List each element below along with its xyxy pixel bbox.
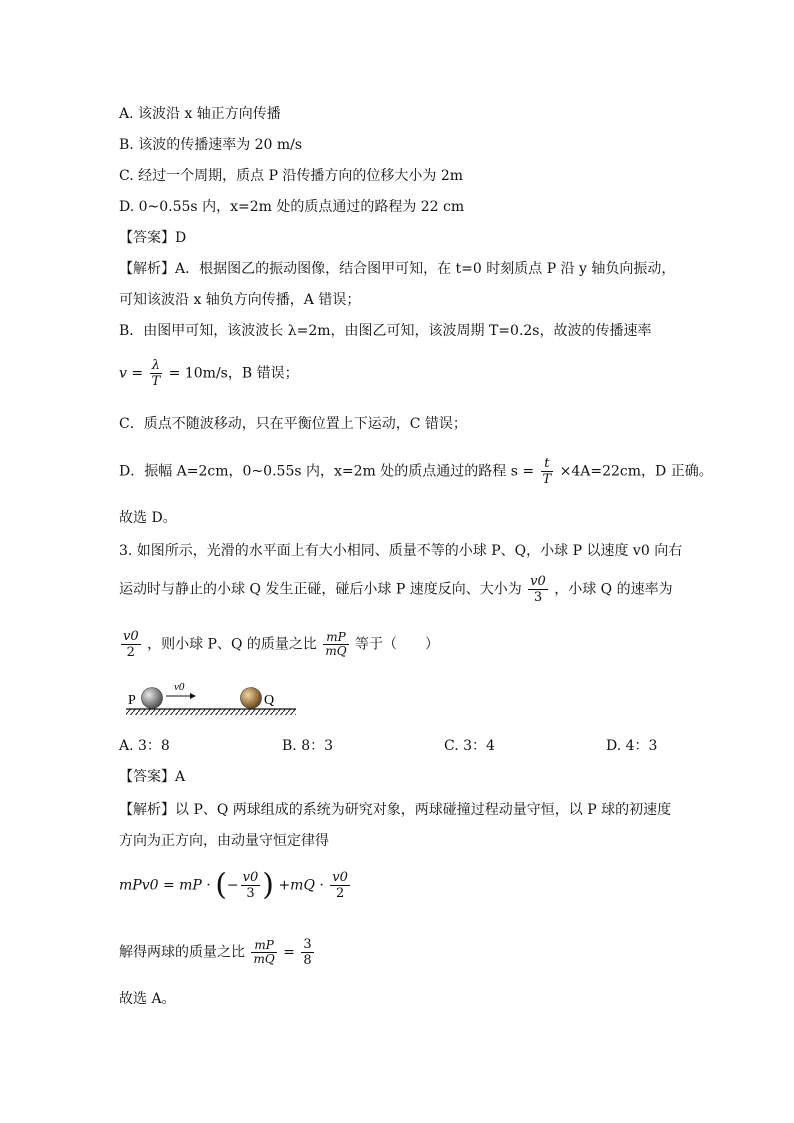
- fraction-denominator: mQ: [253, 952, 275, 966]
- fraction-denominator: 2: [330, 885, 350, 901]
- equals-sign: =: [283, 944, 295, 961]
- ground-hatching: [126, 709, 296, 715]
- equation-mid: +mQ ·: [278, 877, 324, 894]
- fraction-numerator: v0: [123, 629, 139, 644]
- analysis-q3-line1: 【解析】以 P、Q 两球组成的系统为研究对象，两球碰撞过程动量守恒，以 P 球的初速度: [119, 802, 672, 818]
- fraction-v0-over-3: [528, 574, 548, 605]
- fraction-numerator: mP: [254, 938, 274, 952]
- analysis-q2-line2: 可知该波沿 x 轴负方向传播，A 错误；: [119, 292, 361, 308]
- question3-line2-text: 运动时与静止的小球 Q 发生正碰，碰后小球 P 速度反向、大小为: [119, 581, 522, 598]
- fraction-denominator: 3: [241, 885, 261, 901]
- option-q2-a: A. 该波沿 x 轴正方向传播: [119, 106, 281, 122]
- analysis-q2-conclusion: 故选 D。: [119, 510, 177, 526]
- analysis-q2-line1: 【解析】A．根据图乙的振动图像，结合图甲可知，在 t=0 时刻质点 P 沿 y 轴负向振动，: [119, 261, 676, 277]
- answer-q3: 【答案】A: [119, 769, 186, 785]
- ball-p: [142, 688, 163, 709]
- fraction-denominator: T: [542, 472, 552, 487]
- fraction-v0-over-2: [121, 629, 141, 660]
- minus-sign: −: [226, 877, 239, 894]
- fraction-numerator: t: [544, 456, 550, 471]
- collision-figure: [118, 676, 308, 721]
- close-paren: ): [262, 867, 274, 903]
- fraction-numerator: v0: [530, 574, 546, 589]
- label-v0: v0: [174, 681, 185, 693]
- formula-lhs: v =: [119, 365, 144, 382]
- fraction-denominator: mQ: [325, 644, 347, 658]
- fraction-3-over-8: [301, 937, 313, 968]
- analysis-q3-conclusion: 故选 A。: [119, 991, 176, 1007]
- fraction-numerator: v0: [332, 870, 348, 885]
- fraction-numerator: mP: [326, 630, 346, 644]
- question3-line3: [119, 629, 439, 660]
- label-q: Q: [264, 693, 275, 708]
- option-q3-d: D. 4：3: [606, 738, 658, 754]
- ball-q: [241, 688, 262, 709]
- question3-line3-tail: 等于（ ）: [355, 636, 440, 653]
- label-p: P: [128, 693, 136, 708]
- mass-ratio-result: [119, 937, 316, 968]
- option-q2-d: D. 0~0.55s 内，x=2m 处的质点通过的路程为 22 cm: [119, 199, 465, 215]
- question3-line2-tail: ，小球 Q 的速率为: [554, 581, 673, 598]
- option-q3-c: C. 3：4: [444, 738, 495, 754]
- fraction-t-over-T: [541, 456, 554, 487]
- momentum-equation: [119, 867, 352, 903]
- open-paren: (: [215, 867, 227, 903]
- fraction-numerator: λ: [151, 358, 160, 373]
- question3-line2: [119, 574, 673, 605]
- fraction-denominator: 8: [303, 953, 312, 968]
- analysis-q2-line3: B．由图甲可知，该波波长 λ=2m，由图乙可知，该波周期 T=0.2s，故波的传播速率: [119, 323, 652, 339]
- answer-q2: 【答案】D: [119, 230, 187, 246]
- formula-result: = 10m/s，B 错误；: [168, 365, 299, 382]
- fraction-lambda-over-t: [150, 358, 163, 389]
- fraction-v0-over-2-eq: [330, 870, 350, 901]
- equation-lhs: mPv0 = mP ·: [119, 877, 211, 894]
- analysis-q2-speed-formula: [119, 358, 299, 389]
- option-q2-b: B. 该波的传播速率为 20 m/s: [119, 137, 303, 153]
- fraction-mp-over-mq-result: [251, 939, 276, 966]
- fraction-mp-over-mq: [323, 631, 348, 658]
- option-q2-c: C. 经过一个周期，质点 P 沿传播方向的位移大小为 2m: [119, 168, 464, 184]
- fraction-numerator: v0: [242, 870, 259, 885]
- velocity-arrowhead: [190, 693, 196, 699]
- formula-result: ×4A=22cm，D 正确。: [559, 463, 713, 480]
- fraction-numerator: 3: [303, 937, 312, 952]
- analysis-q2-line5: C．质点不随波移动，只在平衡位置上下运动，C 错误；: [119, 416, 467, 432]
- analysis-q3-line2: 方向为正方向，由动量守恒定律得: [119, 833, 329, 849]
- formula-prefix: D．振幅 A=2cm，0~0.55s 内，x=2m 处的质点通过的路程 s =: [119, 463, 535, 480]
- result-text: 解得两球的质量之比: [119, 944, 245, 961]
- fraction-denominator: T: [151, 374, 161, 389]
- option-q3-b: B. 8：3: [282, 738, 334, 754]
- fraction-denominator: 3: [528, 589, 548, 605]
- fraction-denominator: 2: [121, 644, 141, 660]
- fraction-v0-over-3-eq: [241, 870, 261, 901]
- analysis-q2-distance-formula: [119, 456, 713, 487]
- question3-line1: 3. 如图所示，光滑的水平面上有大小相同、质量不等的小球 P、Q，小球 P 以速度 v0 向右: [119, 543, 683, 559]
- option-q3-a: A. 3：8: [119, 738, 170, 754]
- question3-line3-text: ，则小球 P、Q 的质量之比: [147, 636, 317, 653]
